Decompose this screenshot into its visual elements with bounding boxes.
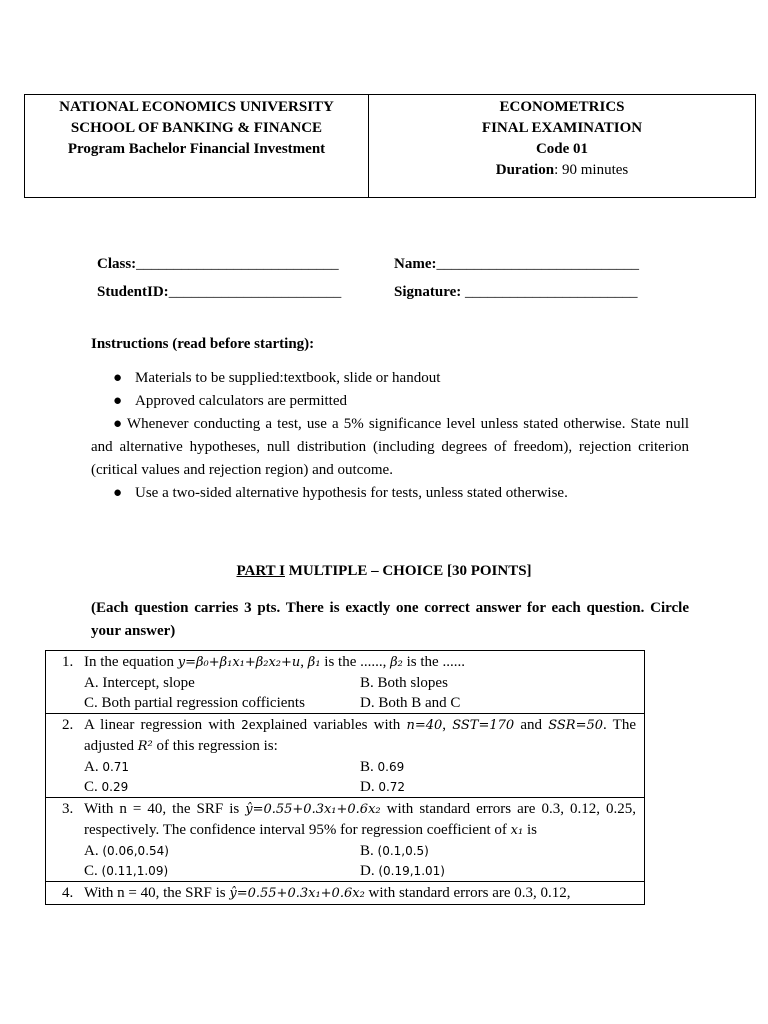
class-line: ___________________________ (136, 256, 339, 272)
university-name: NATIONAL ECONOMICS UNIVERSITY (59, 99, 334, 115)
option-d[interactable]: D. Both B and C (360, 695, 461, 711)
class-label: Class: (97, 256, 137, 272)
exam-info-block (369, 95, 755, 197)
option-a[interactable]: A. (0.06,0.54) (84, 843, 169, 859)
duration (369, 160, 755, 181)
question-1 (46, 651, 644, 714)
exam-code: Code 01 (535, 141, 589, 157)
instruction-item: ● Materials to be supplied:textbook, slide or handout (91, 367, 689, 390)
question-text: With n = 40, the SRF is ŷ=0.55+0.3x₁+0.6x₂ with standard errors are 0.3, 0.12, 0.25, respectively. The confidence interval 95% for regression coefficient of x₁ is (84, 801, 636, 838)
instructions-list (91, 367, 689, 505)
signature-line: _______________________ (464, 284, 638, 300)
option-a[interactable]: A. 0.71 (84, 759, 130, 775)
bullet-icon: ● (113, 393, 123, 409)
duration-label: Duration (495, 162, 555, 178)
questions-table (45, 650, 645, 905)
part-title (0, 563, 768, 580)
question-number: 4. (62, 885, 74, 901)
school-name: SCHOOL OF BANKING & FINANCE (70, 120, 323, 136)
question-text: A linear regression with 2explained variables with n=40, SST=170 and SSR=50. The adjusted R² of this regression is: (84, 717, 636, 754)
question-3 (46, 798, 644, 882)
program-name: Program Bachelor Financial Investment (67, 141, 326, 157)
question-number: 2. (62, 717, 74, 733)
question-text: In the equation y=β₀+β₁x₁+β₂x₂+u, β₁ is the ......, β₂ is the ...... (84, 654, 465, 670)
bullet-icon: ● (113, 370, 123, 386)
option-a[interactable]: A. Intercept, slope (84, 675, 195, 691)
option-b[interactable]: B. (0.1,0.5) (360, 843, 429, 859)
institution-block (25, 95, 369, 197)
question-text: With n = 40, the SRF is ŷ=0.55+0.3x₁+0.6x₂ with standard errors are 0.3, 0.12, (84, 885, 571, 901)
student-id-field[interactable] (97, 278, 394, 306)
duration-value: : 90 minutes (554, 162, 629, 178)
instruction-item: ● Whenever conducting a test, use a 5% significance level unless stated otherwise. State null and alternative hypotheses, null distribution (including degrees of freedom), rejection criterion (critical values and rejection region) and outcome. (91, 413, 689, 482)
instruction-item: ● Use a two-sided alternative hypothesis for tests, unless stated otherwise. (91, 482, 689, 505)
part-heading: MULTIPLE – CHOICE [30 POINTS] (284, 563, 532, 579)
option-c[interactable]: C. Both partial regression cofficients (84, 695, 305, 711)
question-number: 3. (62, 801, 74, 817)
option-b[interactable]: B. 0.69 (360, 759, 405, 775)
part-number: PART I (236, 563, 285, 579)
instructions-title: Instructions (read before starting): (91, 336, 315, 352)
option-c[interactable]: C. 0.29 (84, 779, 129, 795)
exam-name: FINAL EXAMINATION (481, 120, 643, 136)
student-id-line: _______________________ (168, 284, 342, 300)
option-d[interactable]: D. 0.72 (360, 779, 406, 795)
name-label: Name: (394, 256, 437, 272)
signature-label: Signature: (394, 284, 462, 300)
question-4 (46, 882, 644, 905)
course-name: ECONOMETRICS (499, 99, 625, 115)
class-field[interactable] (97, 250, 394, 278)
student-fields (97, 250, 691, 306)
student-id-label: StudentID: (97, 284, 169, 300)
question-2 (46, 714, 644, 798)
signature-field[interactable] (394, 278, 691, 306)
option-c[interactable]: C. (0.11,1.09) (84, 863, 169, 879)
name-line: ___________________________ (436, 256, 639, 272)
exam-header (24, 94, 756, 198)
option-d[interactable]: D. (0.19,1.01) (360, 863, 445, 879)
instruction-item: ● Approved calculators are permitted (91, 390, 689, 413)
bullet-icon: ● (113, 485, 123, 501)
question-number: 1. (62, 654, 74, 670)
bullet-icon: ● (113, 416, 123, 432)
part-note: (Each question carries 3 pts. There is exactly one correct answer for each question. Circle your answer) (91, 600, 689, 639)
option-b[interactable]: B. Both slopes (360, 675, 448, 691)
name-field[interactable] (394, 250, 691, 278)
